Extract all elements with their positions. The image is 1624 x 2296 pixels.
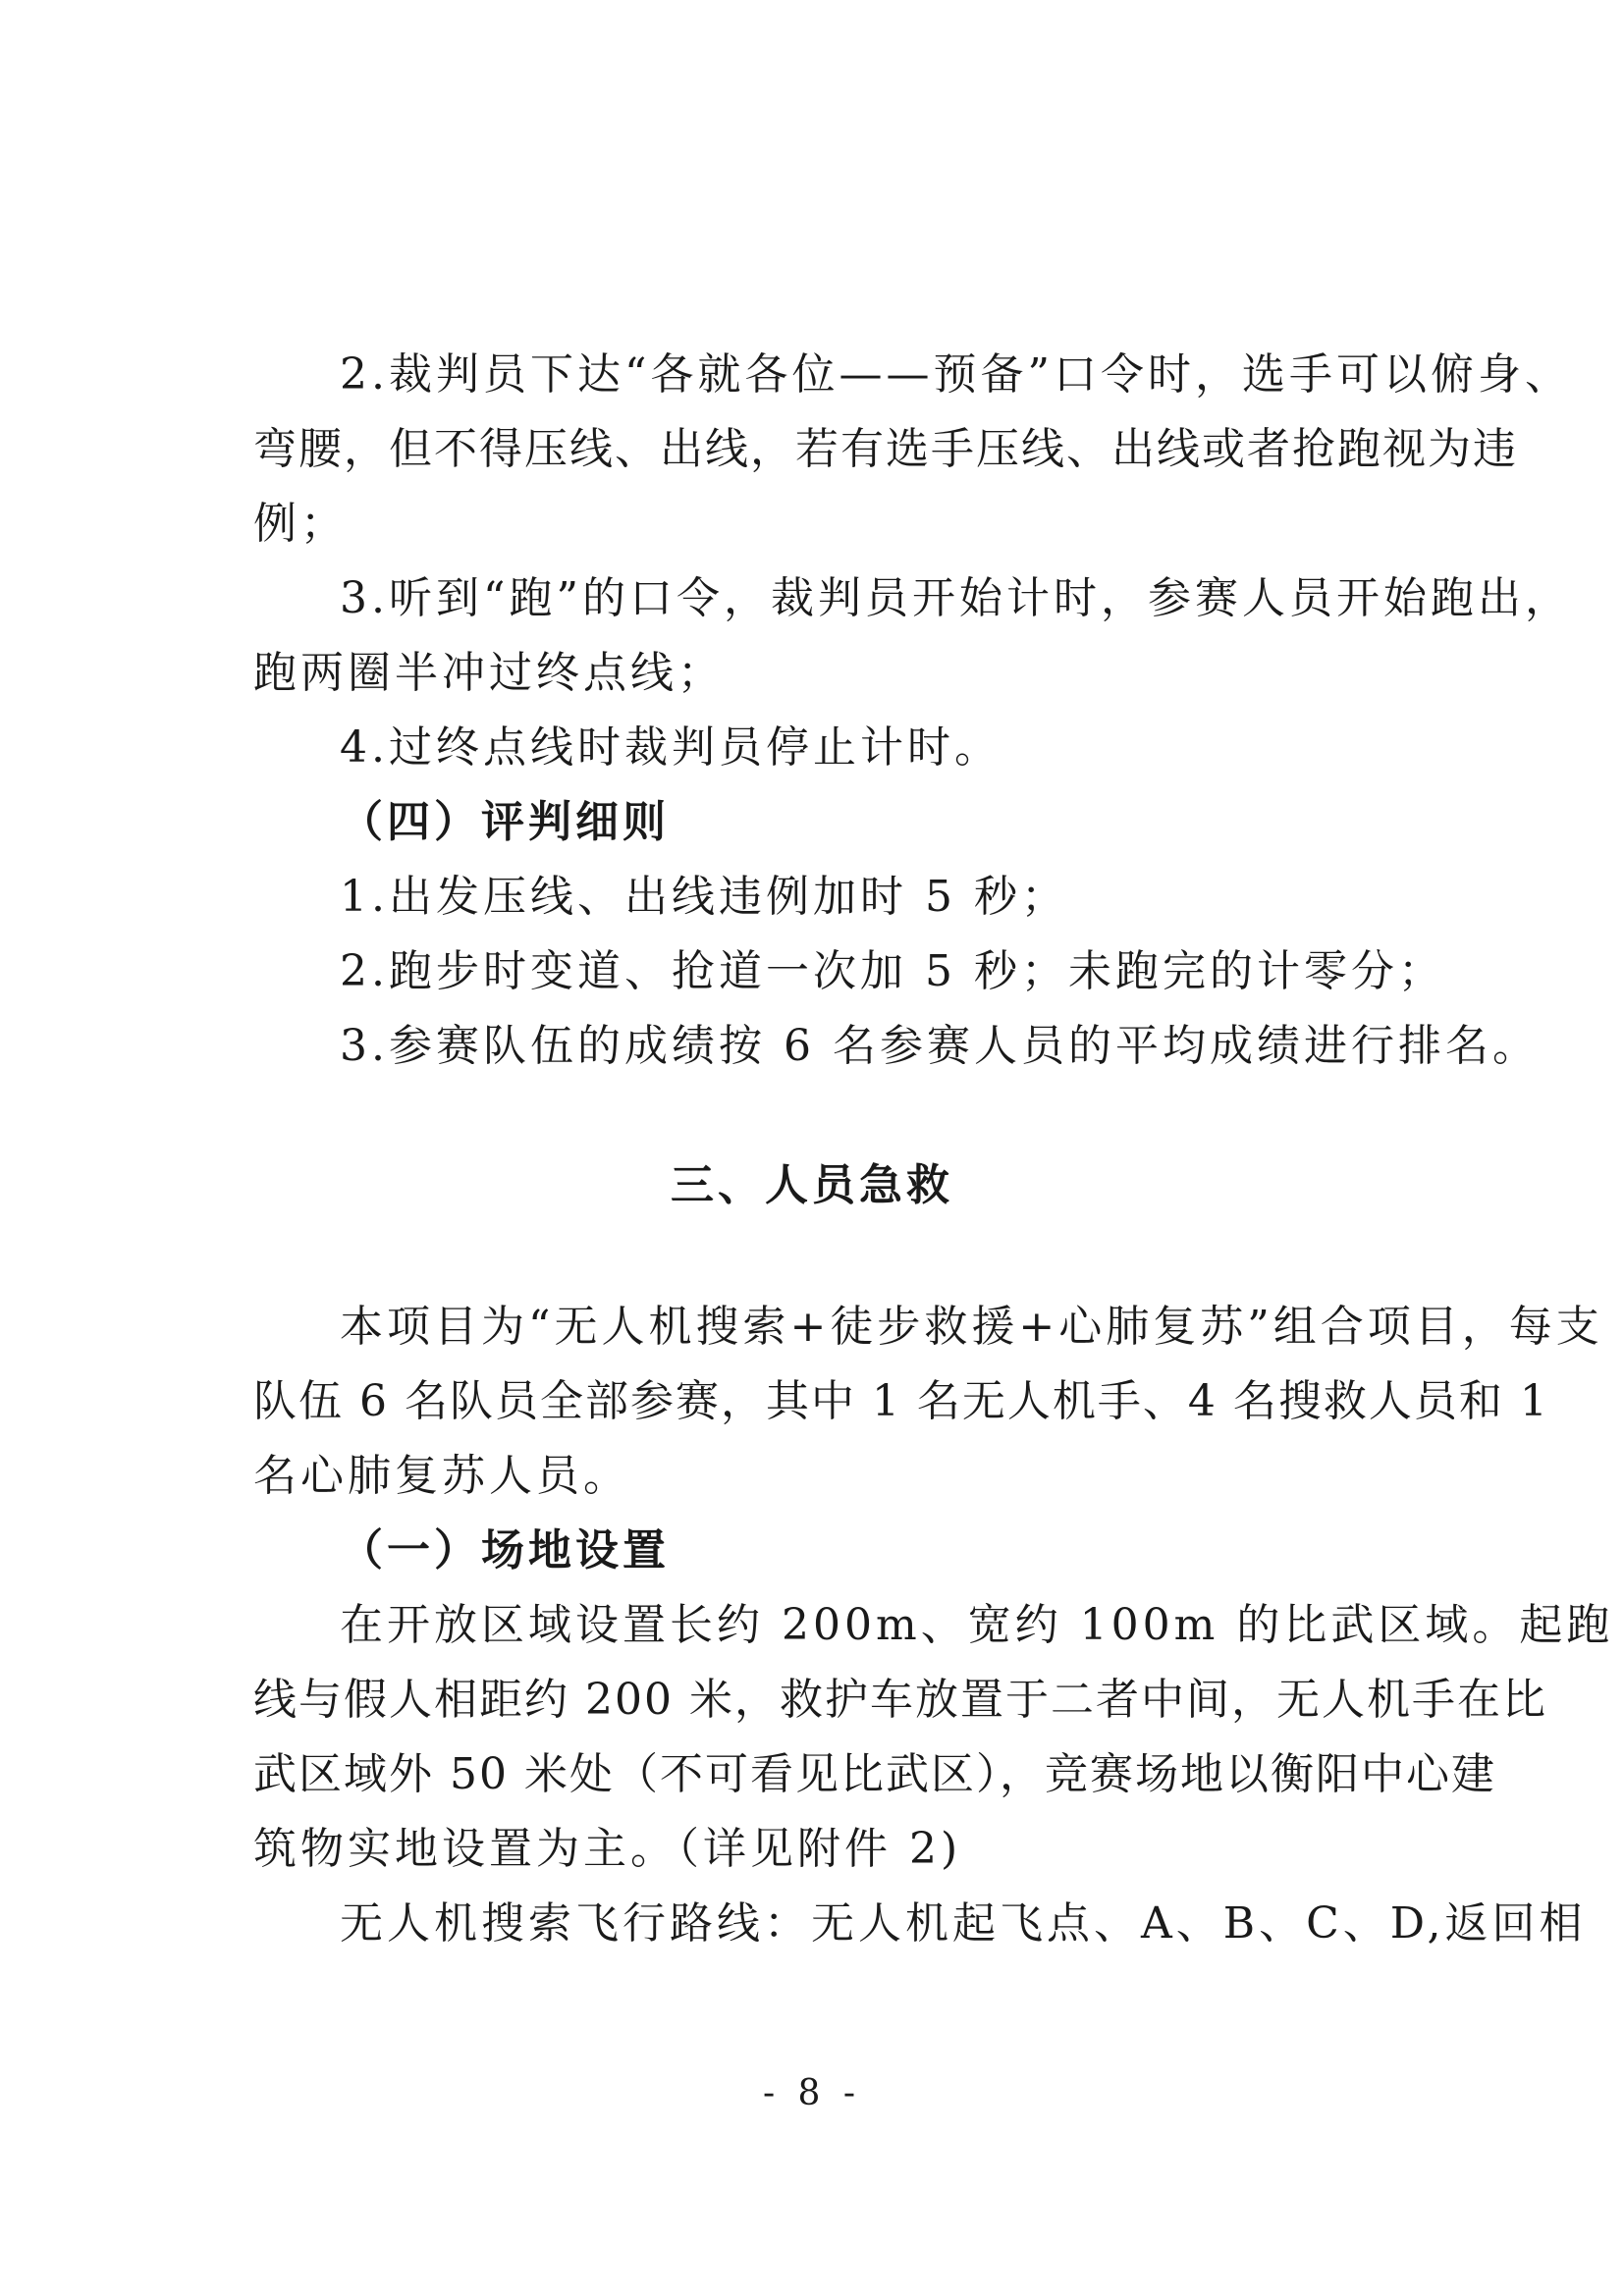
paragraph-line: 筑物实地设置为主。（详见附件 2) <box>253 1824 962 1874</box>
paragraph-line: 跑两圈半冲过终点线； <box>253 648 725 698</box>
paragraph-line: 4.过终点线时裁判员停止计时。 <box>340 722 1001 773</box>
page-number: - 8 - <box>762 2073 862 2113</box>
paragraph-line: 在开放区域设置长约 200m、宽约 100m 的比武区域。起跑 <box>340 1600 1614 1650</box>
paragraph-line: 武区域外 50 米处（不可看见比武区），竞赛场地以衡阳中心建 <box>253 1749 1496 1799</box>
paragraph-line: 名心肺复苏人员。 <box>253 1451 630 1501</box>
section-title: 三、人员急救 <box>671 1160 953 1210</box>
rule-item: 1.出发压线、出线违例加时 5 秒； <box>340 872 1068 922</box>
paragraph-line: 本项目为“无人机搜索+徒步救援+心肺复苏”组合项目，每支 <box>340 1302 1603 1352</box>
rule-item: 3.参赛队伍的成绩按 6 名参赛人员的平均成绩进行排名。 <box>340 1021 1540 1071</box>
rule-item: 2.跑步时变道、抢道一次加 5 秒；未跑完的计零分； <box>340 946 1445 996</box>
paragraph-line: 弯腰，但不得压线、出线，若有选手压线、出线或者抢跑视为违 <box>253 424 1518 474</box>
subsection-heading: （四）评判细则 <box>340 797 670 847</box>
paragraph-line: 3.听到“跑”的口令，裁判员开始计时，参赛人员开始跑出， <box>340 573 1572 623</box>
paragraph-line: 无人机搜索飞行路线：无人机起飞点、A、B、C、D,返回相 <box>340 1898 1587 1949</box>
paragraph-line: 队伍 6 名队员全部参赛，其中 1 名无人机手、4 名搜救人员和 1 <box>253 1376 1549 1426</box>
subsection-heading: （一）场地设置 <box>340 1525 670 1575</box>
paragraph-line: 2.裁判员下达“各就各位——预备”口令时，选手可以俯身、 <box>340 349 1572 400</box>
paragraph-line: 例； <box>253 499 348 549</box>
paragraph-line: 线与假人相距约 200 米，救护车放置于二者中间，无人机手在比 <box>253 1675 1547 1725</box>
